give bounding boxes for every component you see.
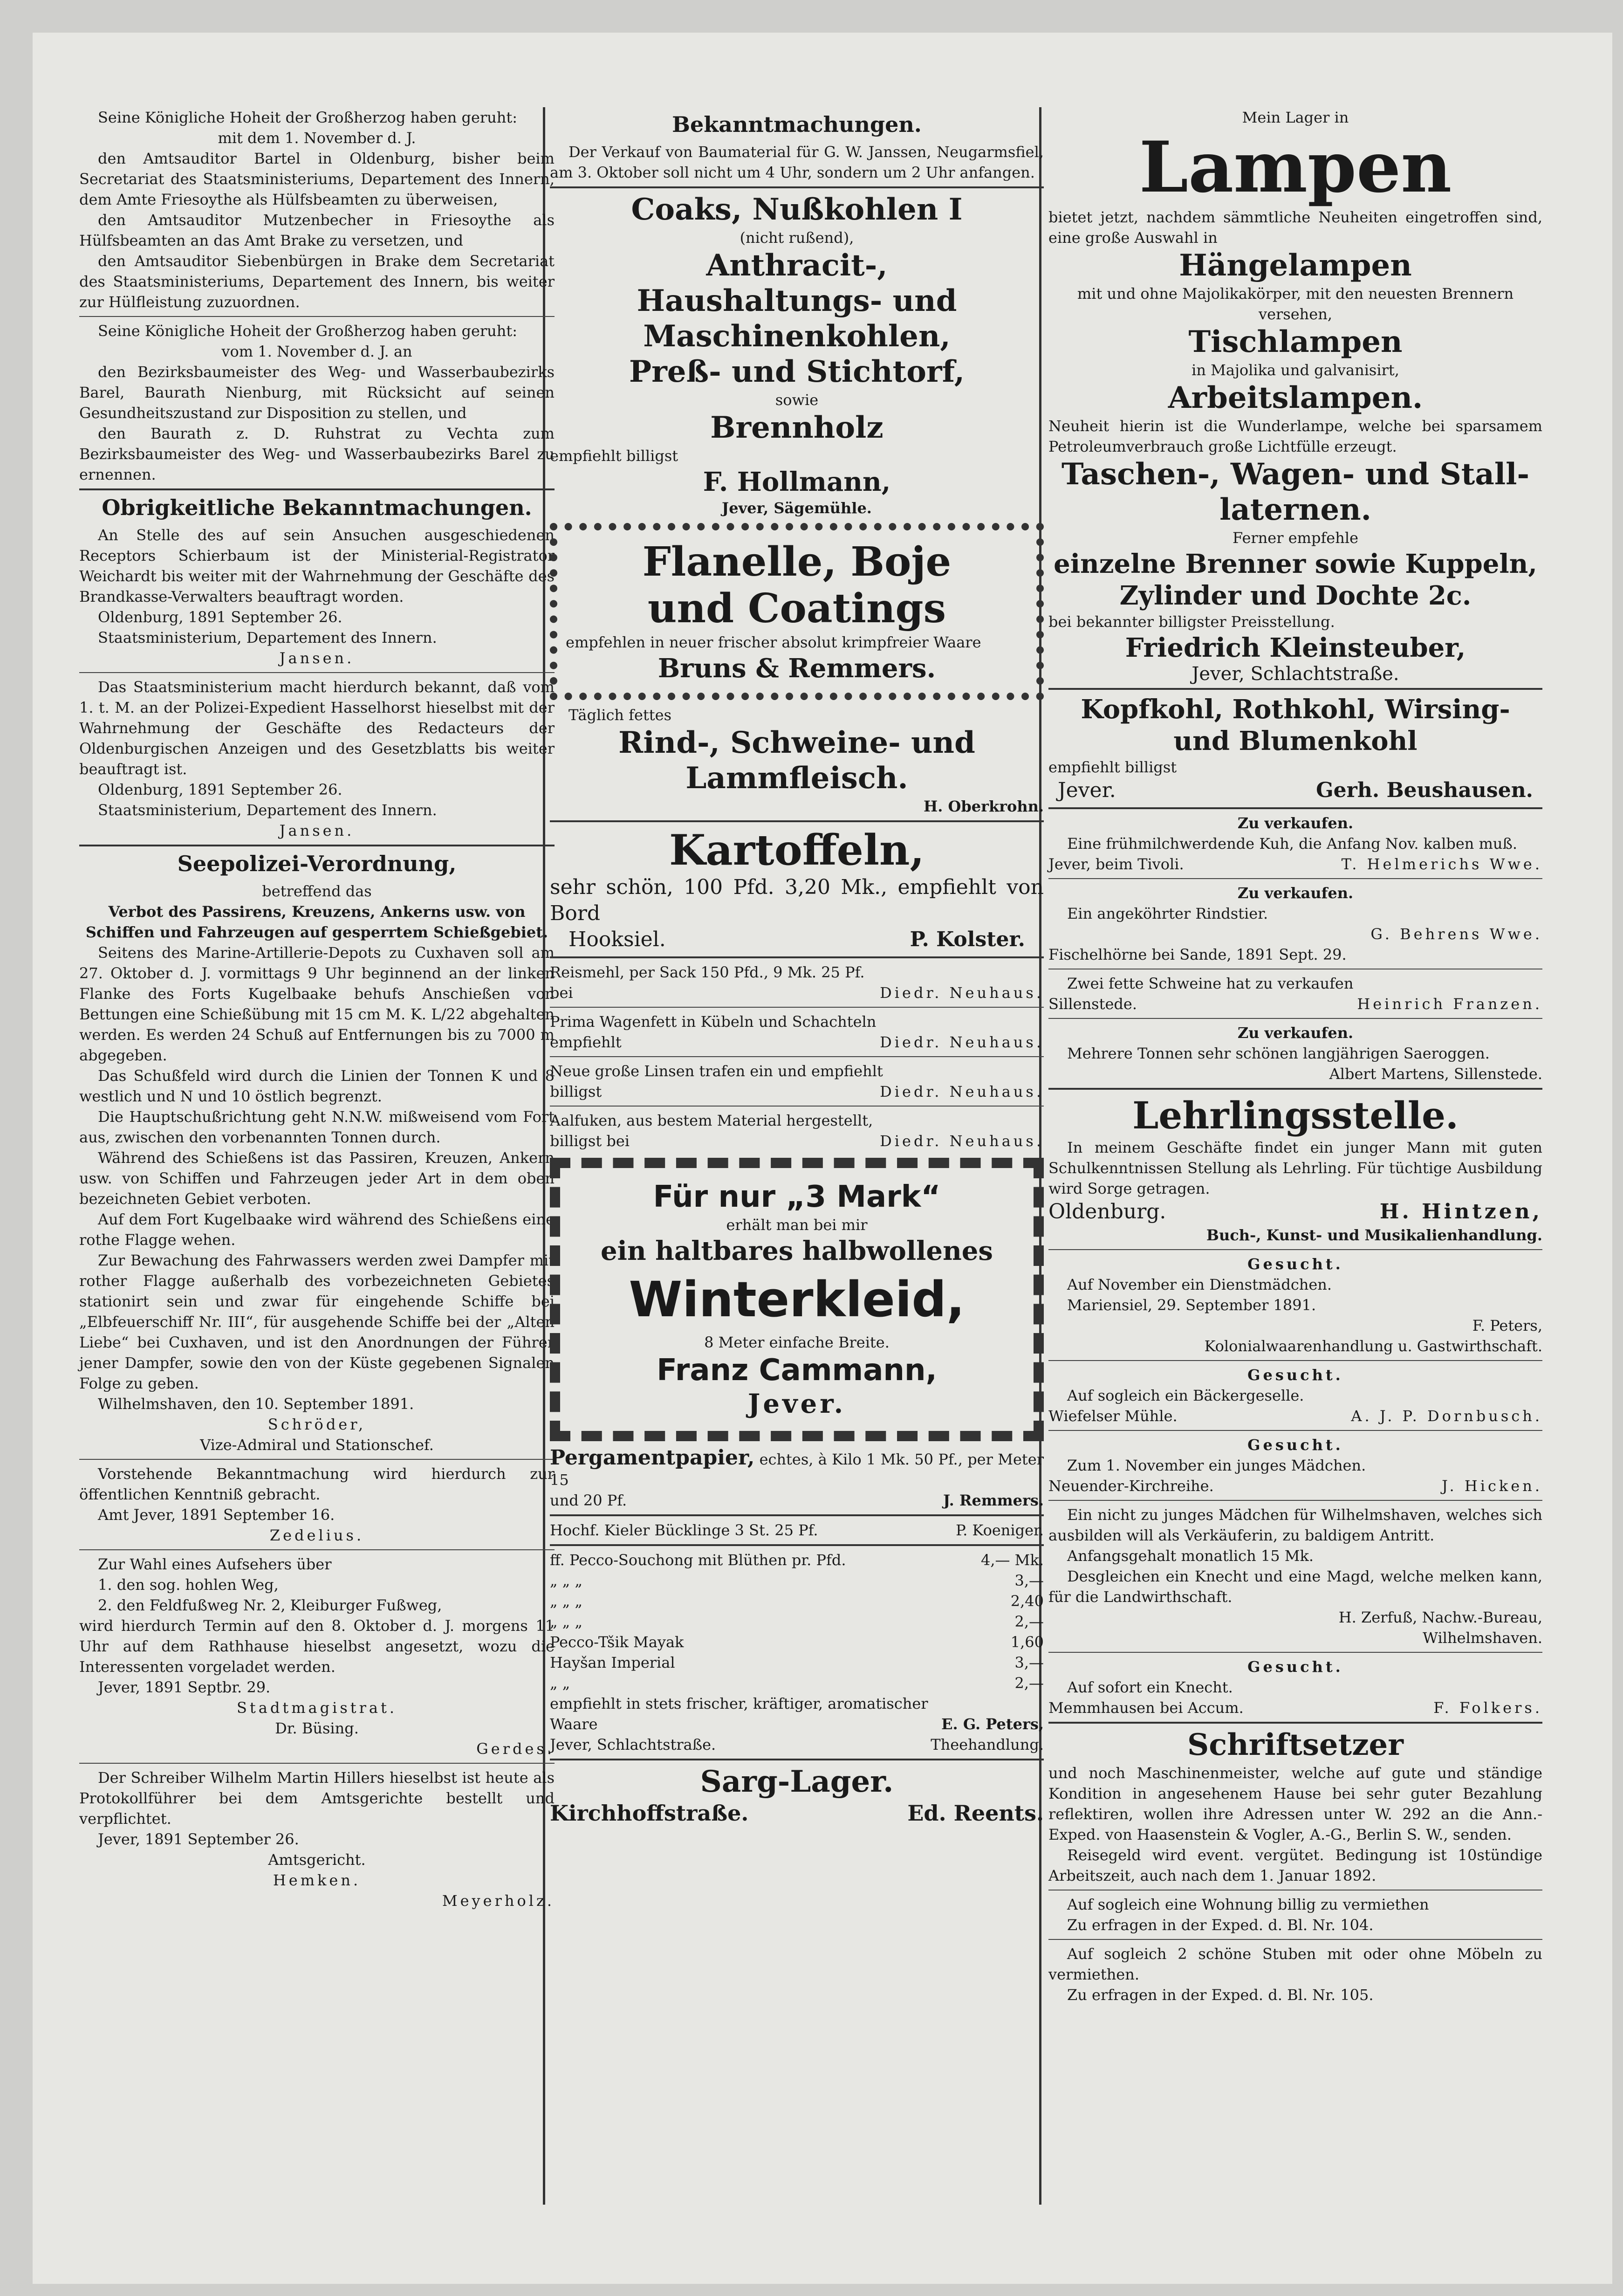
divider [550, 186, 1044, 188]
ad-headline: Lammfleisch. [685, 761, 908, 796]
notice-signature: Jansen. [279, 822, 355, 839]
ad-headline: Lehrlingsstelle. [1132, 1093, 1459, 1137]
notice-text: den Baurath z. D. Ruhstrat zu Vechta zum Bezirksbaumeister des Weg- und Wasserbaubezirks Barel zu ernennen. [79, 425, 555, 483]
notice-place: Oldenburg, 1891 September 26. [98, 781, 342, 798]
tea-price: 3,— [1014, 1572, 1044, 1589]
notice-signature: Zedelius. [269, 1526, 364, 1544]
tea-price-row [550, 1673, 1044, 1693]
notice-text: den Bezirksbaumeister des Weg- und Wasserbaubezirks Barel, Baurath Nienburg, mit Rücksicht auf seinen Gesundheitszustand zur Disposition zu stellen, und [79, 363, 555, 422]
ad-text: bei bekannter billigster Preisstellung. [1048, 613, 1335, 631]
ad-advertiser: J. Hicken. [1442, 1477, 1542, 1495]
divider [1048, 807, 1542, 809]
ad-place: Wiefelser Mühle. [1048, 1407, 1178, 1425]
ad-text: empfehlen in neuer frischer absolut krimpfreier Waare [566, 633, 981, 651]
ad-text: Zu erfragen in der Exped. d. Bl. Nr. 104. [1067, 1916, 1374, 1934]
ad-advertiser: F. Folkers. [1433, 1699, 1542, 1717]
ad-heading: Gesucht. [1247, 1658, 1343, 1676]
tea-name: „ „ „ [550, 1572, 583, 1589]
ad-text: Auf sogleich eine Wohnung billig zu vermiethen [1067, 1896, 1429, 1913]
ad-text: Ein nicht zu junges Mädchen für Wilhelmshaven, welches sich ausbilden will als Verkäuferin, zu baldigem Antritt. [1048, 1506, 1542, 1544]
ad-text: Ferner empfehle [1232, 529, 1359, 547]
ad-text: billigst bei [550, 1132, 630, 1150]
ad-text: Zum 1. November ein junges Mädchen. [1067, 1457, 1366, 1474]
ad-text: empfiehlt billigst [550, 447, 678, 465]
notice-subtitle: betreffend das [262, 882, 372, 900]
tea-name: Hayšan Imperial [550, 1654, 675, 1671]
notice-rank: Vize-Admiral und Stationschef. [200, 1436, 434, 1454]
tea-name: „ „ „ [550, 1613, 583, 1630]
newspaper-page [33, 33, 1612, 2284]
section-heading: Bekanntmachungen. [672, 112, 922, 137]
divider [1048, 1500, 1542, 1501]
ad-advertiser: F. Peters, [1472, 1317, 1542, 1334]
ad-text: billigst [550, 1083, 602, 1100]
column-3 [1048, 107, 1542, 2005]
ad-text: Auf sofort ein Knecht. [1067, 1678, 1233, 1696]
ad-advertiser: E. G. Peters, [941, 1715, 1044, 1733]
ad-headline: Winterkleid, [629, 1271, 965, 1328]
ad-text: bei [550, 984, 573, 1002]
ad-address: Jever, Schlachtstraße. [1192, 663, 1399, 685]
ad-text: Reisegeld wird event. vergütet. Bedingung ist 10stündige Arbeitszeit, auch nach dem 1. Januar 1892. [1048, 1846, 1542, 1884]
ad-text: Prima Wagenfett in Kübeln und Schachteln [550, 1013, 877, 1031]
ad-advertiser: F. Hollmann, [703, 467, 891, 497]
ad-headline: Lampen [1139, 126, 1452, 208]
notice-text: An Stelle des auf sein Ansuchen ausgeschiedenen Receptors Schierbaum ist der Ministerial-Registrator Weichardt bis weiter mit der Wahrnehmung der Geschäfte des Brandkasse-Verwalters beauftragt worden. [79, 526, 555, 605]
ad-text: Desgleichen ein Knecht und eine Magd, welche melken kann, für die Landwirthschaft. [1048, 1567, 1542, 1606]
notice-text: vom 1. November d. J. an [221, 343, 412, 360]
ad-address: Kolonialwaarenhandlung u. Gastwirthschaft. [1204, 1337, 1542, 1355]
tea-price-row [550, 1632, 1044, 1652]
ad-headline: Für nur „3 Mark“ [653, 1180, 941, 1214]
ad-advertiser: Bruns & Remmers. [657, 653, 936, 684]
divider [1048, 1722, 1542, 1724]
tea-price-row [550, 1652, 1044, 1673]
notice-place: Jever, 1891 Septbr. 29. [98, 1678, 271, 1696]
notice-text: Das Schußfeld wird durch die Linien der Tonnen K und 8 westlich und N und 10 östlich begrenzt. [79, 1067, 555, 1105]
ad-place: Hooksiel. [568, 928, 666, 951]
ad-address: Buch-, Kunst- und Musikalienhandlung. [1206, 1226, 1542, 1244]
divider [79, 672, 555, 673]
notice-org: Stadtmagistrat. [236, 1699, 397, 1717]
ad-headline: Schriftsetzer [1187, 1727, 1404, 1762]
ad-headline: Flanelle, Boje [642, 538, 952, 585]
ad-text: mit und ohne Majolikakörper, mit den neuesten Brennern versehen, [1077, 285, 1514, 323]
divider [1048, 878, 1542, 879]
ad-advertiser: A. J. P. Dornbusch. [1351, 1407, 1542, 1425]
ad-advertiser: Gerh. Beushausen. [1316, 778, 1533, 802]
ad-address: Kirchhoffstraße. [550, 1801, 749, 1826]
notice-text: Seine Königliche Hoheit der Großherzog haben geruht: [98, 109, 518, 126]
ad-place: Memmhausen bei Accum. [1048, 1699, 1244, 1717]
ad-frame [550, 1158, 1044, 1441]
notice-signature: Meyerholz. [442, 1892, 555, 1910]
ad-headline: Taschen-, Wagen- und Stall- [1061, 457, 1530, 492]
section-heading: Seepolizei-Verordnung, [177, 851, 457, 876]
tea-price-list [550, 1550, 1044, 1693]
notice-text: Der Schreiber Wilhelm Martin Hillers hieselbst ist heute als Protokollführer bei dem Amtsgerichte bestellt und verpflichtet. [79, 1769, 555, 1828]
ad-text: echtes, à Kilo 1 Mk. 50 Pf., per Meter 15 [550, 1450, 1044, 1489]
ad-text: Ein angeköhrter Rindstier. [1067, 905, 1268, 922]
divider [550, 1106, 1044, 1107]
ad-headline: laternen. [1219, 492, 1371, 527]
ad-text: sowie [775, 391, 819, 409]
tea-price: 3,— [1014, 1654, 1044, 1671]
ad-address: Jever, Sägemühle. [722, 499, 872, 517]
ad-text: Mehrere Tonnen sehr schönen langjährigen Saeroggen. [1067, 1045, 1490, 1062]
ad-text: sehr schön, 100 Pfd. 3,20 Mk., empfiehlt von Bord [550, 875, 1044, 925]
ad-headline: und Blumenkohl [1173, 726, 1418, 756]
ad-headline: Brennholz [710, 410, 883, 445]
ad-text: empfiehlt in stets frischer, kräftiger, aromatischer [550, 1695, 928, 1712]
tea-price-row [550, 1611, 1044, 1632]
ad-place: Oldenburg. [1048, 1200, 1166, 1224]
ad-advertiser: Diedr. Neuhaus. [880, 1033, 1044, 1051]
ad-address: Wilhelmshaven. [1423, 1629, 1542, 1647]
ad-text: Neue große Linsen trafen ein und empfiehlt [550, 1062, 883, 1080]
divider [79, 1763, 555, 1764]
ad-text: empfiehlt [550, 1033, 622, 1051]
divider [1048, 1088, 1542, 1090]
notice-text: Während des Schießens ist das Passiren, Kreuzen, Ankern usw. von Schiffen und Fahrzeugen jeder Art in dem oben bezeichneten Gebiet verboten. [79, 1149, 555, 1208]
notice-signature: Schröder, [267, 1416, 366, 1433]
ad-text: Auf sogleich 2 schöne Stuben mit oder ohne Möbeln zu vermiethen. [1048, 1945, 1542, 1983]
notice-text: Seitens des Marine-Artillerie-Depots zu Cuxhaven soll am 27. Oktober d. J. vormittags 9 Uhr beginnend an der linken Flanke des Forts Kugelbaake behufs Anschießen von Bettungen eine Schießübung mit 15 cm M. K. L/22 abgehalten werden. Es werden 24 Schuß auf Entfernungen bis zu 7000 m abgegeben. [79, 944, 555, 1064]
ad-headline: Tischlampen [1188, 324, 1403, 359]
ad-place: Mariensiel, 29. September 1891. [1067, 1296, 1316, 1314]
ad-headline: Haushaltungs- und [637, 283, 957, 318]
notice-dept: Staatsministerium, Departement des Innern. [98, 629, 437, 646]
notice-place: Amt Jever, 1891 September 16. [98, 1506, 335, 1524]
divider [550, 1514, 1044, 1516]
notice-text: den Amtsauditor Siebenbürgen in Brake dem Secretariat des Staatsministeriums, Departement des Innern, bis weiter zur Hülfleistung zuzuordnen. [79, 252, 555, 311]
divider [79, 1459, 555, 1460]
ad-heading: Gesucht. [1247, 1255, 1343, 1273]
ad-heading: Zu verkaufen. [1237, 884, 1354, 902]
ad-heading: Zu verkaufen. [1237, 814, 1354, 832]
notice-text: Der Verkauf von Baumaterial für G. W. Janssen, Neugarmsfiel, am 3. Oktober soll nicht um 4 Uhr, sondern um 2 Uhr anfangen. [550, 143, 1044, 181]
ad-headline: Arbeitslampen. [1168, 380, 1423, 415]
ad-heading: Gesucht. [1247, 1366, 1343, 1384]
divider [1048, 688, 1542, 690]
ad-headline: Kopfkohl, Rothkohl, Wirsing- [1081, 694, 1510, 725]
ad-headline: Sarg-Lager. [700, 1764, 894, 1799]
ad-text: Täglich fettes [568, 706, 672, 724]
tea-price-row [550, 1570, 1044, 1591]
divider [550, 1007, 1044, 1008]
ad-headline: Kartoffeln, [669, 825, 924, 875]
ad-advertiser: Diedr. Neuhaus. [880, 1132, 1044, 1150]
ad-text: Mein Lager in [1242, 109, 1349, 126]
ad-advertiser: G. Behrens Wwe. [1370, 925, 1542, 943]
notice-signature: Jansen. [279, 649, 355, 667]
divider [550, 1759, 1044, 1760]
ad-headline: ein haltbares halbwollenes [601, 1236, 993, 1266]
notice-text: Das Staatsministerium macht hierdurch bekannt, daß vom 1. t. M. an der Polizei-Expedient Hasselhorst hieselbst mit der Wahrnehmung der Geschäfte des Redacteurs der Oldenburgischen Anzeigen und des Gesetzblatts bis weiter beauftragt ist. [79, 678, 555, 778]
notice-title: Verbot des Passirens, Kreuzens, Ankerns usw. von Schiffen und Fahrzeugen auf gesperrtem Schießgebiet. [85, 903, 548, 941]
tea-price-row [550, 1550, 1044, 1570]
notice-text: Vorstehende Bekanntmachung wird hierdurch zur öffentlichen Kenntniß gebracht. [79, 1465, 555, 1503]
ad-place: Jever. [1058, 778, 1116, 802]
ad-text: Reismehl, per Sack 150 Pfd., 9 Mk. 25 Pf. [550, 963, 865, 981]
ad-advertiser: H. Hintzen, [1379, 1200, 1542, 1224]
divider [1048, 1652, 1542, 1653]
ad-advertiser: J. Remmers. [943, 1492, 1044, 1509]
notice-signature: Gerdes. [476, 1740, 555, 1758]
ad-text: erhält man bei mir [726, 1216, 868, 1234]
ad-heading: Zu verkaufen. [1237, 1024, 1354, 1042]
ad-text: bietet jetzt, nachdem sämmtliche Neuheiten eingetroffen sind, eine große Auswahl in [1048, 208, 1542, 247]
ad-headline: Pergamentpapier, [550, 1446, 755, 1470]
notice-text: Seine Königliche Hoheit der Großherzog haben geruht: [98, 322, 518, 340]
divider [1048, 1430, 1542, 1431]
ad-text: Theehandlung. [931, 1736, 1044, 1753]
divider [1048, 1018, 1542, 1019]
divider [550, 820, 1044, 822]
ad-headline: Anthracit-, [706, 248, 888, 283]
divider [1048, 1249, 1542, 1250]
tea-price: 2,— [1014, 1674, 1044, 1692]
ad-text: Auf November ein Dienstmädchen. [1067, 1276, 1332, 1293]
ad-text: Hochf. Kieler Bücklinge 3 St. 25 Pf. [550, 1521, 818, 1539]
notice-org: Amtsgericht. [268, 1851, 366, 1869]
ad-text: Zu erfragen in der Exped. d. Bl. Nr. 105. [1067, 1986, 1374, 2004]
notice-text: wird hierdurch Termin auf den 8. Oktober d. J. morgens 11 Uhr auf dem Rathhause hieselbst angesetzt, wozu die Interessenten vorgeladet werden. [79, 1617, 555, 1676]
divider [79, 845, 555, 846]
divider [1048, 1939, 1542, 1940]
ad-advertiser: Heinrich Franzen. [1357, 995, 1542, 1013]
ad-advertiser: P. Koeniger. [956, 1521, 1044, 1539]
ad-text: Neuheit hierin ist die Wunderlampe, welche bei sparsamem Petroleumverbrauch große Lichtfülle erzeugt. [1048, 417, 1542, 455]
tea-price: 2,40 [1010, 1592, 1044, 1610]
ad-advertiser: Friedrich Kleinsteuber, [1125, 632, 1466, 663]
notice-place: Wilhelmshaven, den 10. September 1891. [98, 1395, 414, 1413]
ad-advertiser: Diedr. Neuhaus. [880, 1083, 1044, 1100]
divider [550, 1056, 1044, 1057]
tea-name: ff. Pecco-Souchong mit Blüthen pr. Pfd. [550, 1551, 846, 1569]
ad-advertiser: Franz Cammann, [657, 1353, 937, 1388]
ad-headline: Maschinenkohlen, [643, 319, 951, 354]
ad-headline: Preß- und Stichtorf, [629, 354, 965, 389]
notice-text: 1. den sog. hohlen Weg, [98, 1576, 279, 1594]
divider [79, 488, 555, 490]
tea-price-row [550, 1591, 1044, 1611]
ad-headline: und Coatings [647, 585, 946, 632]
tea-name: Pecco-Tšik Mayak [550, 1633, 684, 1651]
notice-text: mit dem 1. November d. J. [218, 129, 416, 147]
ad-headline: Rind-, Schweine- und [618, 725, 975, 760]
tea-price: 4,— Mk. [980, 1551, 1044, 1569]
notice-text: den Amtsauditor Mutzenbecher in Friesoythe als Hülfsbeamten an das Amt Brake zu versetzen, und [79, 211, 555, 249]
ad-text: und noch Maschinenmeister, welche auf gute und ständige Kondition in angesehenem Hause bei sehr guter Bezahlung reflektiren, wollen ihre Adressen unter W. 292 an die Ann.-Exped. von Haasenstein & Vogler, A.-G., Berlin S. W., senden. [1048, 1764, 1542, 1843]
ad-advertiser: Diedr. Neuhaus. [880, 984, 1044, 1002]
notice-place: Jever, 1891 September 26. [98, 1830, 299, 1848]
tea-price: 2,— [1014, 1613, 1044, 1630]
notice-text: 2. den Feldfußweg Nr. 2, Kleiburger Fußweg, [98, 1596, 442, 1614]
notice-dept: Staatsministerium, Departement des Innern. [98, 801, 437, 819]
ad-advertiser: P. Kolster. [910, 928, 1025, 951]
divider [79, 1549, 555, 1550]
tea-name: „ „ [550, 1674, 570, 1692]
ad-place: Fischelhörne bei Sande, 1891 Sept. 29. [1048, 946, 1347, 963]
section-heading: Obrigkeitliche Bekanntmachungen. [102, 495, 532, 520]
ad-place: Neuender-Kirchreihe. [1048, 1477, 1214, 1495]
column-1 [79, 107, 555, 1911]
notice-signature: Dr. Büsing. [275, 1719, 359, 1737]
ad-frame [550, 523, 1044, 700]
ad-advertiser: T. Helmerichs Wwe. [1341, 855, 1542, 873]
ad-place: Jever, beim Tivoli. [1048, 855, 1184, 873]
notice-text: Zur Wahl eines Aufsehers über [98, 1555, 332, 1573]
notice-text: Zur Bewachung des Fahrwassers werden zwei Dampfer mit rother Flagge außerhalb des vorbezeichneten Gebietes stationirt sein und zwar für eingehende Schiffe bei „Elbfeuerschiff Nr. III“, für ausgehende Schiffe bei der „Alten Liebe“ bei Cuxhaven, und ist den Anordnungen der Führer jener Dampfer, sowie den von der Küste gegebenen Signalen Folge zu geben. [79, 1251, 555, 1392]
ad-headline: Coaks, Nußkohlen I [631, 192, 963, 227]
notice-text: den Amtsauditor Bartel in Oldenburg, bisher beim Secretariat des Staatsministeriums, Departement des Innern, dem Amte Friesoythe als Hülfsbeamten zu überweisen, [79, 150, 555, 208]
notice-text: Die Hauptschußrichtung geht N.N.W. mißweisend vom Fort aus, zwischen den vorbenannten Tonnen durch. [79, 1108, 555, 1146]
notice-place: Oldenburg, 1891 September 26. [98, 608, 342, 626]
ad-advertiser: Ed. Reents. [907, 1801, 1044, 1826]
ad-advertiser: H. Zerfuß, Nachw.-Bureau, [1338, 1609, 1542, 1626]
ad-address: Jever, Schlachtstraße. [550, 1736, 716, 1753]
ad-text: in Majolika und galvanisirt, [1192, 361, 1399, 379]
ad-headline: einzelne Brenner sowie Kuppeln, [1054, 549, 1537, 579]
ad-text: empfiehlt billigst [1048, 758, 1177, 776]
ad-text: Anfangsgehalt monatlich 15 Mk. [1067, 1547, 1314, 1565]
ad-heading: Gesucht. [1247, 1436, 1343, 1454]
notice-signature: Hemken. [273, 1871, 361, 1889]
tea-price: 1,60 [1010, 1633, 1044, 1651]
tea-name: „ „ „ [550, 1592, 583, 1610]
ad-text: Eine frühmilchwerdende Kuh, die Anfang Nov. kalben muß. [1067, 835, 1518, 852]
ad-text: Waare [550, 1715, 598, 1733]
divider [79, 316, 555, 317]
ad-headline: Zylinder und Dochte 2c. [1119, 580, 1472, 611]
divider [550, 1544, 1044, 1546]
ad-text: Zwei fette Schweine hat zu verkaufen [1067, 975, 1354, 992]
ad-text: Aalfuken, aus bestem Material hergestellt, [550, 1112, 873, 1129]
ad-text: 8 Meter einfache Breite. [704, 1334, 890, 1351]
ad-text: und 20 Pf. [550, 1492, 627, 1509]
notice-text: Auf dem Fort Kugelbaake wird während des Schießens eine rothe Flagge wehen. [79, 1210, 555, 1249]
ad-place: Sillenstede. [1048, 995, 1137, 1013]
ad-text: In meinem Geschäfte findet ein junger Mann mit guten Schulkenntnissen Stellung als Lehrling. Für tüchtige Ausbildung wird Sorge getragen. [1048, 1139, 1542, 1197]
ad-text: Auf sogleich ein Bäckergeselle. [1067, 1387, 1304, 1404]
divider [550, 956, 1044, 958]
ad-text: (nicht rußend), [740, 229, 854, 247]
ad-advertiser: H. Oberkrohn. [923, 797, 1044, 815]
ad-advertiser: Albert Martens, Sillenstede. [1329, 1065, 1542, 1083]
ad-address: Jever. [747, 1389, 846, 1419]
divider [1048, 1360, 1542, 1361]
column-2 [550, 107, 1044, 1827]
ad-headline: Hängelampen [1179, 248, 1412, 283]
